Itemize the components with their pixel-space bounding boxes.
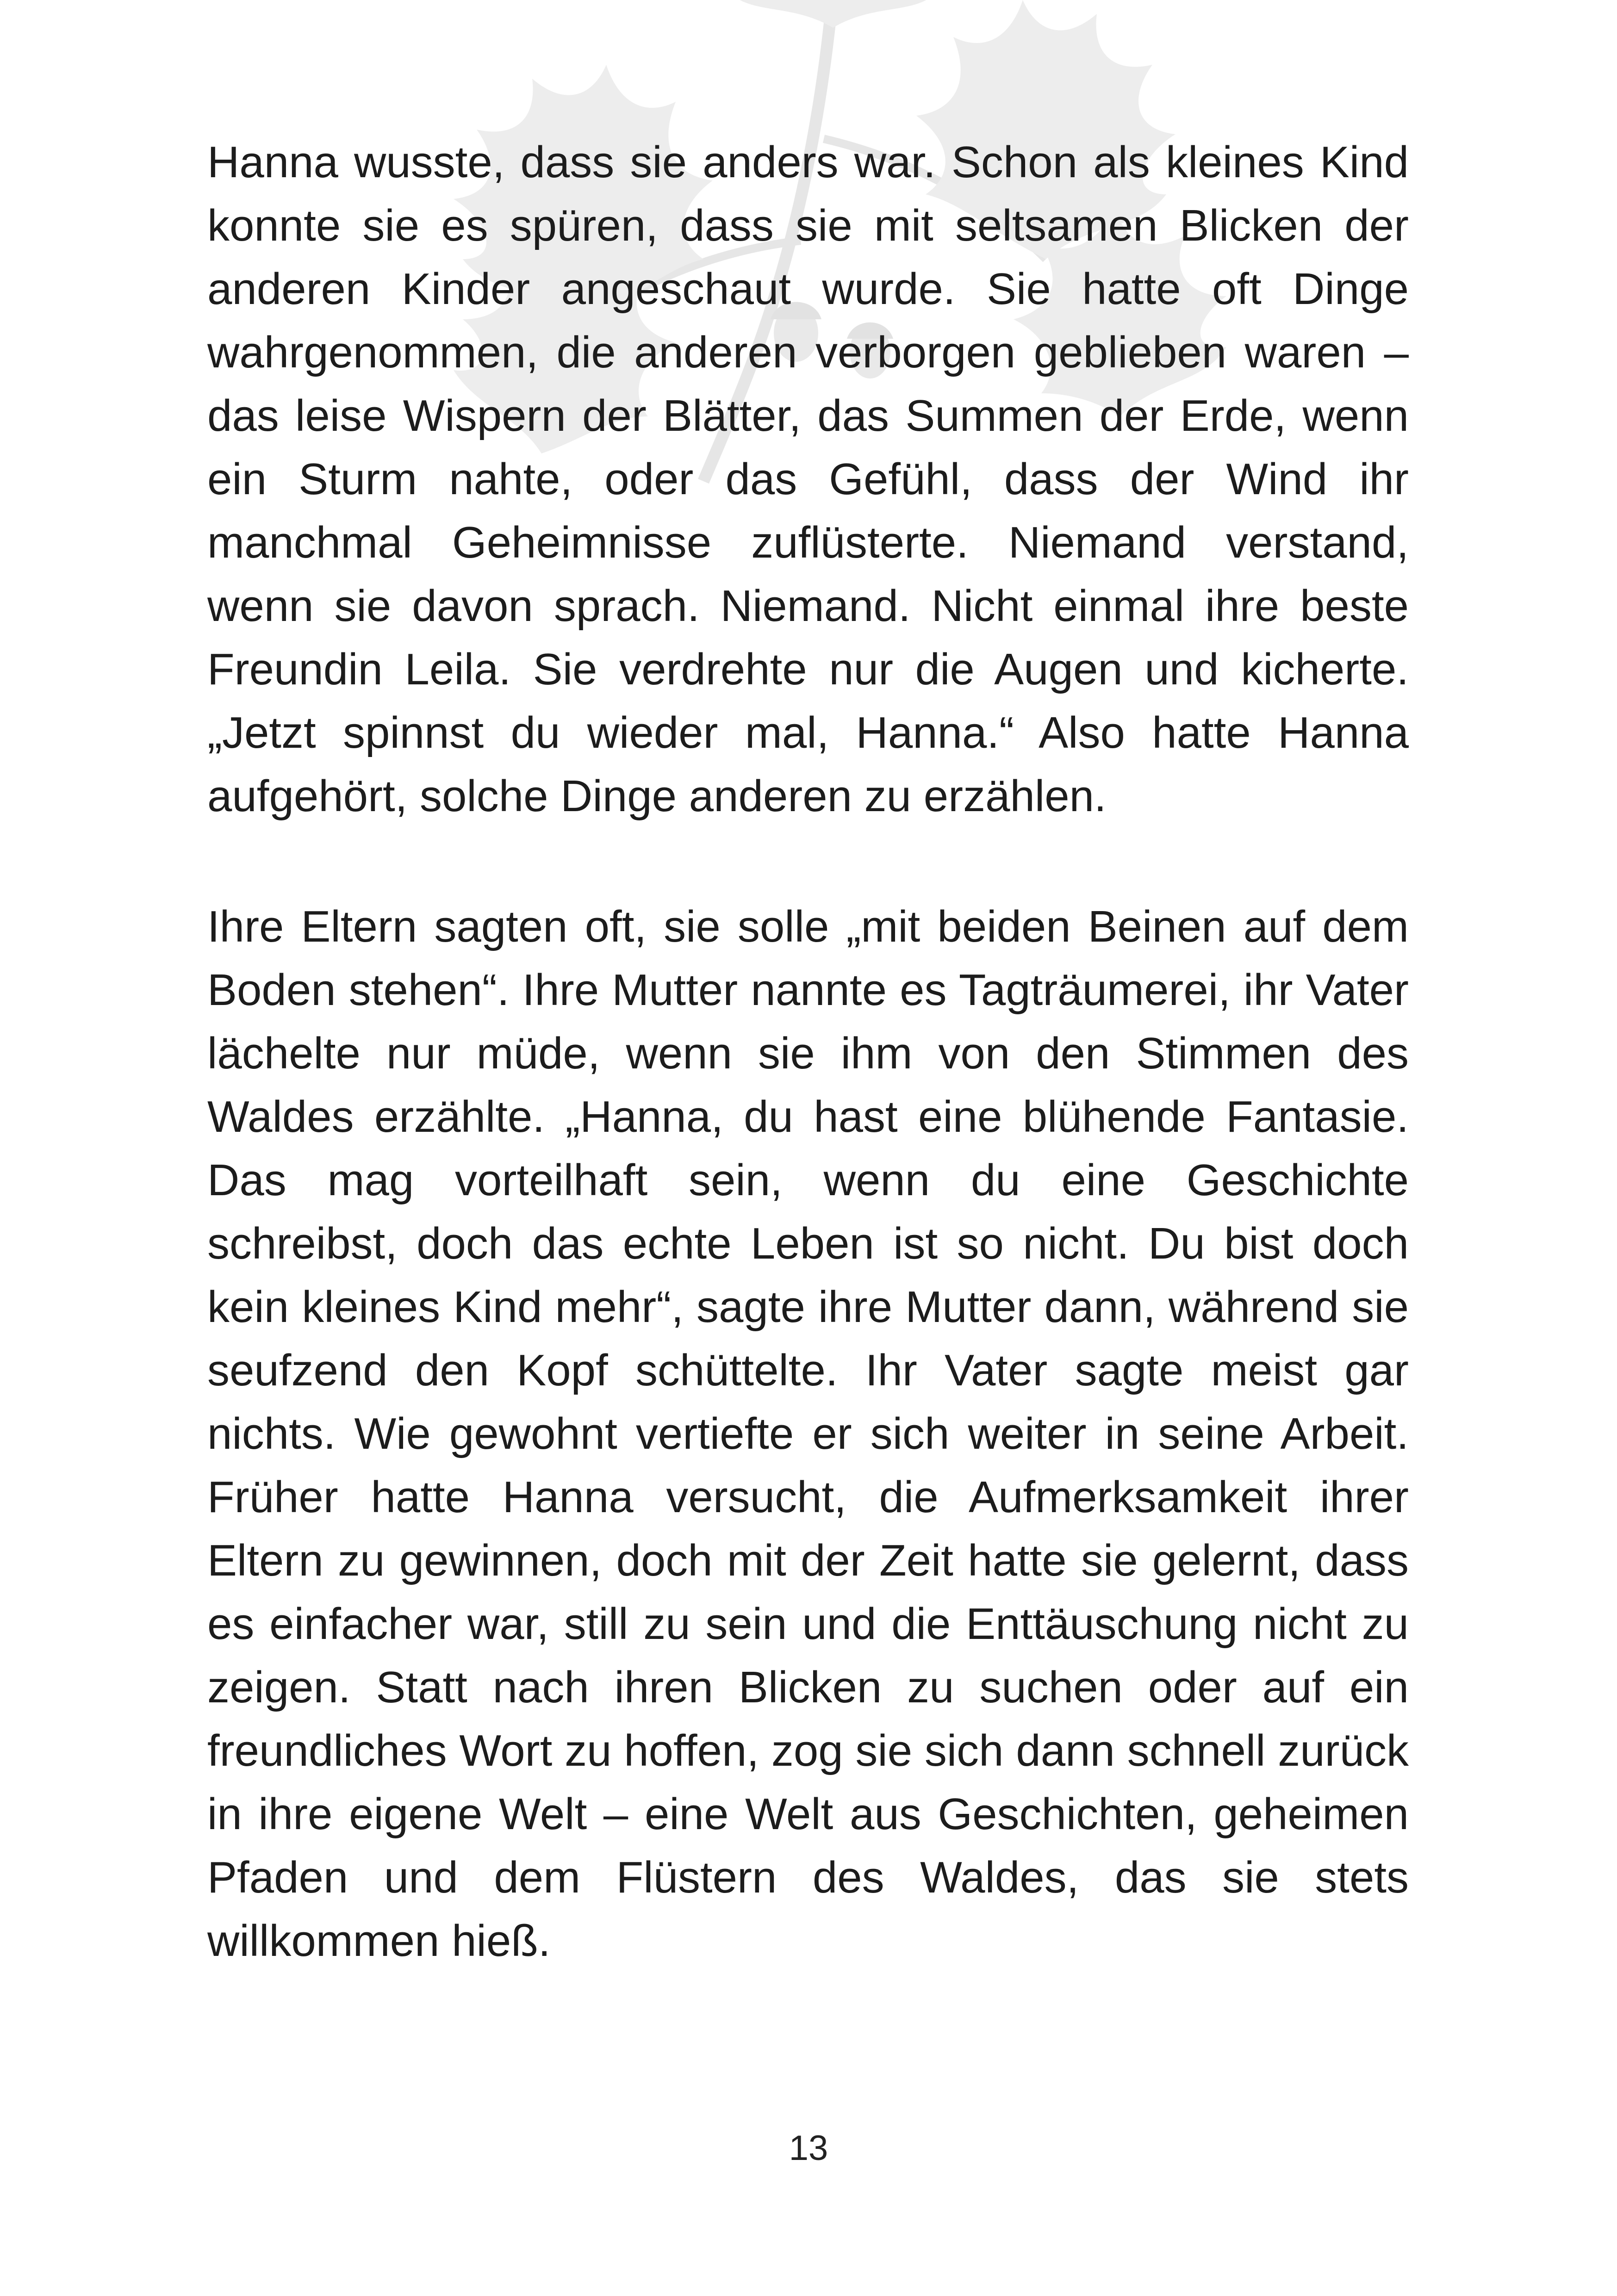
page-number: 13 [789, 2128, 828, 2168]
paragraph-2: Ihre Eltern sagten oft, sie solle „mit beiden Beinen auf dem Boden stehen“. Ihre Mutter nannte es Tagträumerei, ihr Vater lächelte nur müde, wenn sie ihm von den Stimmen des Waldes erzählte. „Hanna, du hast eine blühende Fantasie. Das mag vorteilhaft sein, wenn du eine Geschichte schreibst, doch das echte Leben ist so nicht. Du bist doch kein kleines Kind mehr“, sagte ihre Mutter dann, während sie seufzend den Kopf schüttelte. Ihr Vater sagte meist gar nichts. Wie gewohnt vertiefte er sich weiter in seine Arbeit. Früher hatte Hanna versucht, die Aufmerksamkeit ihrer Eltern zu gewinnen, doch mit der Zeit hatte sie gelernt, dass es einfacher war, still zu sein und die Enttäuschung nicht zu zeigen. Statt nach ihren Blicken zu suchen oder auf ein freundliches Wort zu hoffen, zog sie sich dann schnell zurück in ihre eigene Welt – eine Welt aus Geschichten, geheimen Pfaden und dem Flüstern des Waldes, das sie stets willkommen hieß. [207, 902, 1409, 1966]
paragraph-1: Hanna wusste, dass sie anders war. Schon als kleines Kind konnte sie es spüren, dass sie mit seltsamen Blicken der anderen Kinder angeschaut wurde. Sie hatte oft Dinge wahrgenommen, die anderen verborgen geblieben waren – das leise Wispern der Blätter, das Summen der Erde, wenn ein Sturm nahte, oder das Gefühl, dass der Wind ihr manchmal Geheimnisse zuflüsterte. Niemand verstand, wenn sie davon sprach. Niemand. Nicht einmal ihre beste Freundin Leila. Sie verdrehte nur die Augen und kicherte. „Jetzt spinnst du wieder mal, Hanna.“ Also hatte Hanna aufgehört, solche Dinge anderen zu erzählen. [207, 137, 1409, 821]
